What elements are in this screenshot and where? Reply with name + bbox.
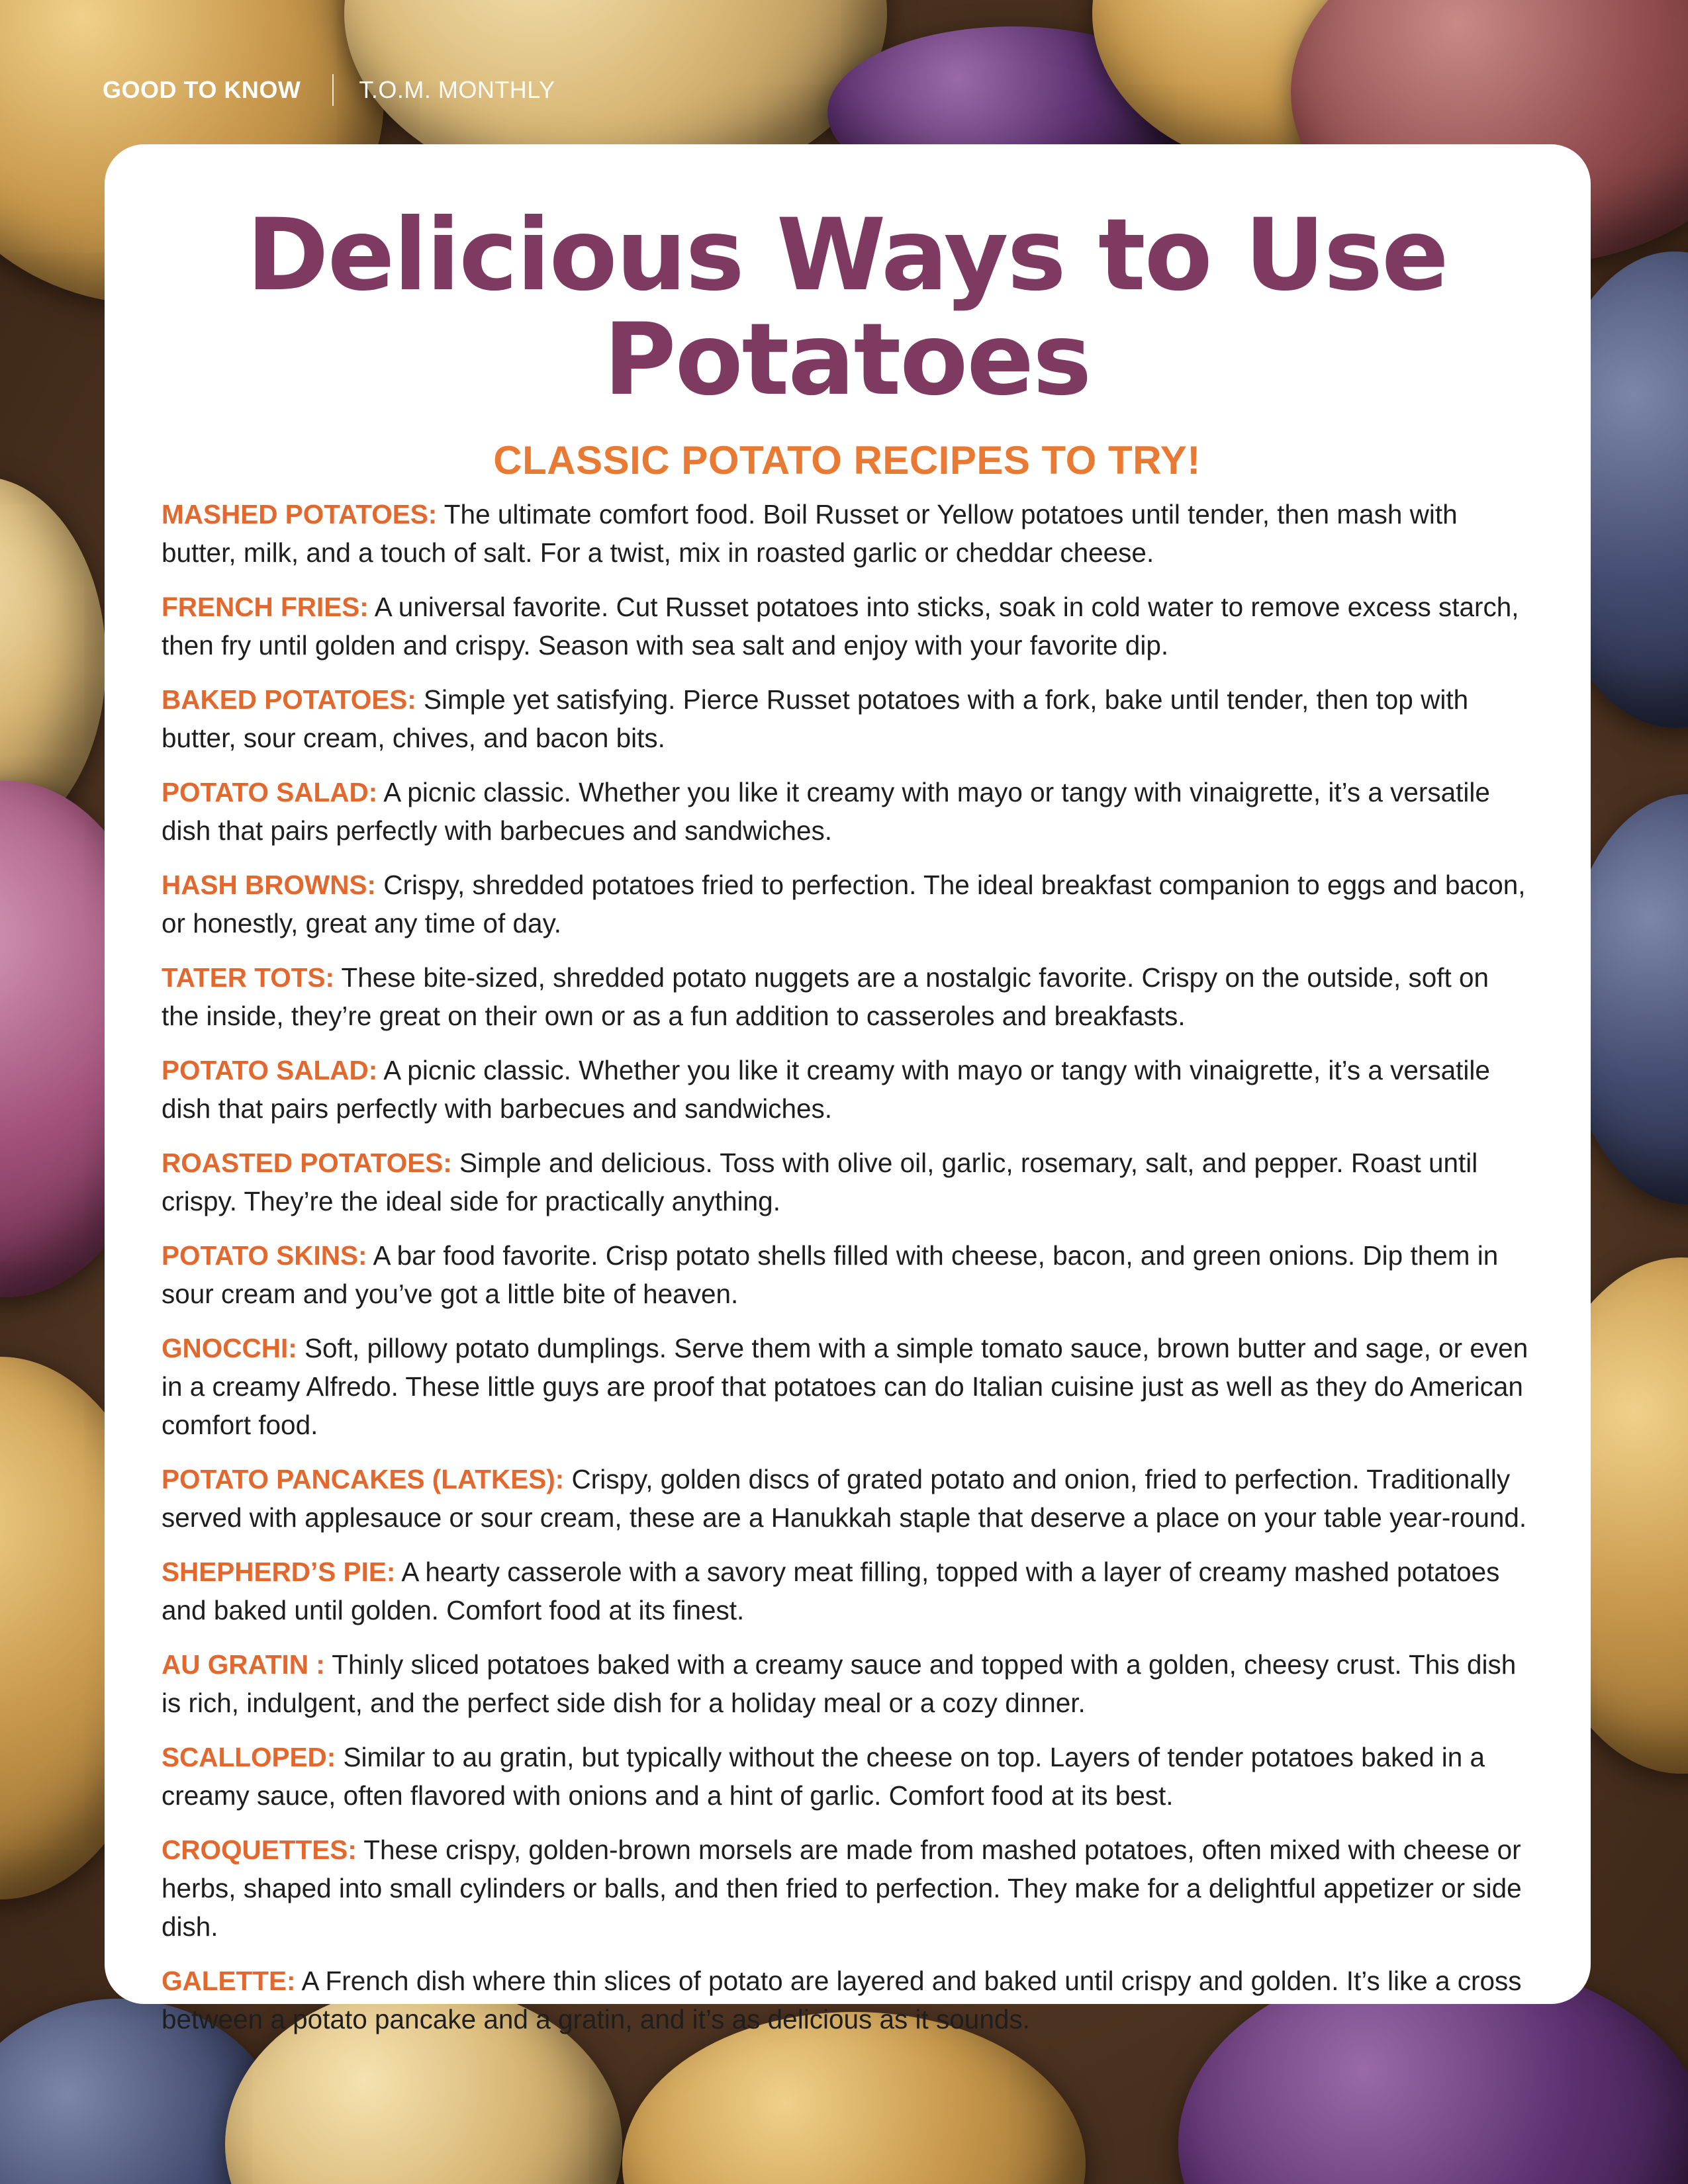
recipe-name: POTATO SKINS:	[162, 1240, 367, 1271]
recipe-item	[162, 1460, 1532, 1537]
section-label: GOOD TO KNOW	[103, 76, 301, 103]
recipe-item	[162, 1831, 1532, 1946]
recipe-description: Simple and delicious. Toss with olive oil, garlic, rosemary, salt, and pepper. Roast until crispy. They’re the ideal side for practically anything.	[162, 1148, 1478, 1216]
recipe-description: A universal favorite. Cut Russet potatoes into sticks, soak in cold water to remove excess starch, then fry until golden and crispy. Season with sea salt and enjoy with your favorite dip.	[162, 592, 1519, 660]
recipe-item	[162, 773, 1532, 850]
recipe-description: These bite-sized, shredded potato nuggets are a nostalgic favorite. Crispy on the outside, soft on the inside, they’re great on their own or as a fun addition to casseroles and breakfasts.	[162, 962, 1489, 1031]
recipe-description: Crispy, golden discs of grated potato and onion, fried to perfection. Traditionally served with applesauce or sour cream, these are a Hanukkah staple that deserve a place on your table year-round.	[162, 1464, 1527, 1533]
recipe-name: BAKED POTATOES:	[162, 684, 416, 715]
recipe-item	[162, 680, 1532, 757]
header-divider	[332, 74, 334, 106]
recipe-name: MASHED POTATOES:	[162, 499, 438, 529]
recipe-description: Similar to au gratin, but typically without the cheese on top. Layers of tender potatoes baked in a creamy sauce, often flavored with onions and a hint of garlic. Comfort food at its best.	[162, 1742, 1485, 1811]
recipe-description: A bar food favorite. Crisp potato shells filled with cheese, bacon, and green onions. Dip them in sour cream and you’ve got a little bite of heaven.	[162, 1240, 1499, 1309]
recipe-item	[162, 1962, 1532, 2038]
recipe-item	[162, 588, 1532, 664]
recipe-description: A hearty casserole with a savory meat filling, topped with a layer of creamy mashed potatoes and baked until golden. Comfort food at its finest.	[162, 1557, 1500, 1625]
publication-name: T.O.M. MONTHLY	[359, 76, 555, 103]
recipe-description: Simple yet satisfying. Pierce Russet potatoes with a fork, bake until tender, then top with butter, sour cream, chives, and bacon bits.	[162, 684, 1469, 753]
recipe-description: Soft, pillowy potato dumplings. Serve them with a simple tomato sauce, brown butter and sage, or even in a creamy Alfredo. These little guys are proof that potatoes can do Italian cuisine just as well as they do American comfort food.	[162, 1333, 1528, 1440]
recipe-item	[162, 495, 1532, 572]
page-header	[103, 74, 555, 106]
recipe-name: CROQUETTES:	[162, 1835, 357, 1865]
page-subtitle: CLASSIC POTATO RECIPES TO TRY!	[493, 438, 1201, 482]
recipe-name: POTATO PANCAKES (LATKES):	[162, 1464, 565, 1494]
recipe-description: Crispy, shredded potatoes fried to perfection. The ideal breakfast companion to eggs and bacon, or honestly, great any time of day.	[162, 870, 1526, 938]
recipe-name: GNOCCHI:	[162, 1333, 297, 1363]
recipe-item	[162, 1144, 1532, 1220]
recipe-item	[162, 866, 1532, 942]
recipe-item	[162, 1553, 1532, 1629]
recipe-description: A French dish where thin slices of potato are layered and baked until crispy and golden. It’s like a cross between a potato pancake and a gratin, and it’s as delicious as it sounds.	[162, 1966, 1522, 2034]
recipe-name: POTATO SALAD:	[162, 1055, 378, 1085]
recipe-description: Thinly sliced potatoes baked with a creamy sauce and topped with a golden, cheesy crust. This dish is rich, indulgent, and the perfect side dish for a holiday meal or a cozy dinner.	[162, 1649, 1517, 1718]
recipe-name: POTATO SALAD:	[162, 777, 378, 807]
recipe-description: A picnic classic. Whether you like it creamy with mayo or tangy with vinaigrette, it’s a versatile dish that pairs perfectly with barbecues and sandwiches.	[162, 1055, 1490, 1124]
recipe-description: The ultimate comfort food. Boil Russet or Yellow potatoes until tender, then mash with butter, milk, and a touch of salt. For a twist, mix in roasted garlic or cheddar cheese.	[162, 499, 1458, 568]
recipe-name: FRENCH FRIES:	[162, 592, 369, 622]
recipe-name: AU GRATIN :	[162, 1649, 325, 1680]
recipe-item	[162, 1236, 1532, 1313]
recipe-list	[162, 495, 1532, 2038]
recipe-item	[162, 1329, 1532, 1444]
recipe-item	[162, 1645, 1532, 1722]
recipe-item	[162, 1051, 1532, 1128]
recipe-item	[162, 958, 1532, 1035]
content-card	[105, 144, 1591, 2034]
recipe-name: GALETTE:	[162, 1966, 296, 1996]
recipe-description: These crispy, golden-brown morsels are made from mashed potatoes, often mixed with cheese or herbs, shaped into small cylinders or balls, and then fried to perfection. They make for a delightful appetizer or side dish.	[162, 1835, 1522, 1942]
recipe-name: HASH BROWNS:	[162, 870, 376, 900]
recipe-name: ROASTED POTATOES:	[162, 1148, 452, 1178]
page-title: Delicious Ways to Use Potatoes	[246, 198, 1448, 418]
recipe-name: SHEPHERD’S PIE:	[162, 1557, 396, 1587]
recipe-name: SCALLOPED:	[162, 1742, 336, 1772]
recipe-name: TATER TOTS:	[162, 962, 334, 993]
recipe-description: A picnic classic. Whether you like it creamy with mayo or tangy with vinaigrette, it’s a versatile dish that pairs perfectly with barbecues and sandwiches.	[162, 777, 1490, 846]
recipe-item	[162, 1738, 1532, 1815]
